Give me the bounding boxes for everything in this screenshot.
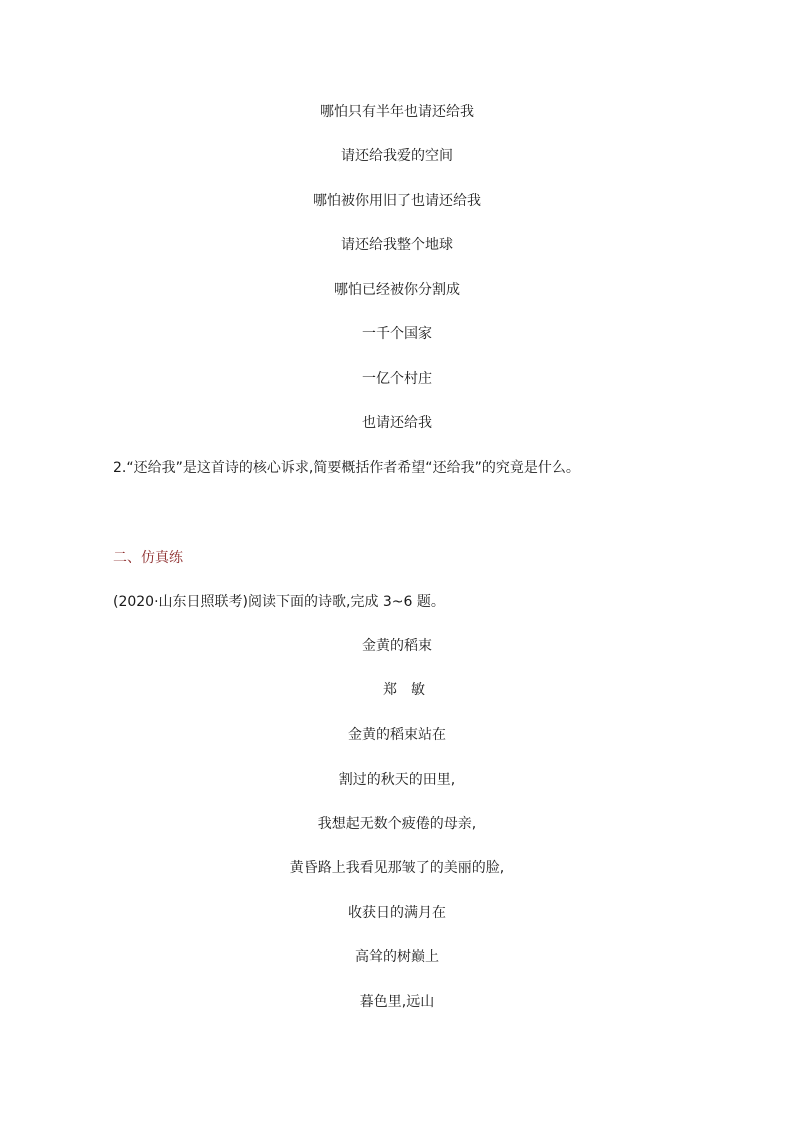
poem1-line: 哪怕已经被你分割成 — [334, 282, 460, 298]
poem2-title: 金黄的稻束 — [362, 638, 432, 654]
poem1-line: 请还给我整个地球 — [341, 237, 453, 253]
poem2-line: 暮色里,远山 — [359, 994, 435, 1010]
poem2-line: 收获日的满月在 — [348, 905, 446, 921]
poem2-line: 割过的秋天的田里, — [338, 772, 456, 788]
poem1-line: 哪怕只有半年也请还给我 — [320, 104, 474, 120]
poem1-line: 也请还给我 — [362, 415, 432, 431]
poem1-line: 请还给我爱的空间 — [341, 148, 453, 164]
poem1-line: 哪怕被你用旧了也请还给我 — [313, 193, 481, 209]
poem2-line: 我想起无数个疲倦的母亲, — [317, 816, 477, 832]
section-intro: (2020·山东日照联考)阅读下面的诗歌,完成 3~6 题。 — [113, 594, 445, 610]
poem2-line: 黄昏路上我看见那皱了的美丽的脸, — [289, 860, 505, 876]
poem1-line: 一千个国家 — [362, 326, 432, 342]
section-heading: 二、仿真练 — [113, 550, 183, 566]
poem2-line: 高耸的树巅上 — [355, 949, 439, 965]
poem1-line: 一亿个村庄 — [362, 371, 432, 387]
question-2: 2.“还给我”是这首诗的核心诉求,简要概括作者希望“还给我”的究竟是什么。 — [113, 460, 580, 476]
poem2-line: 金黄的稻束站在 — [348, 727, 446, 743]
poem2-author: 郑敏 — [383, 682, 439, 698]
